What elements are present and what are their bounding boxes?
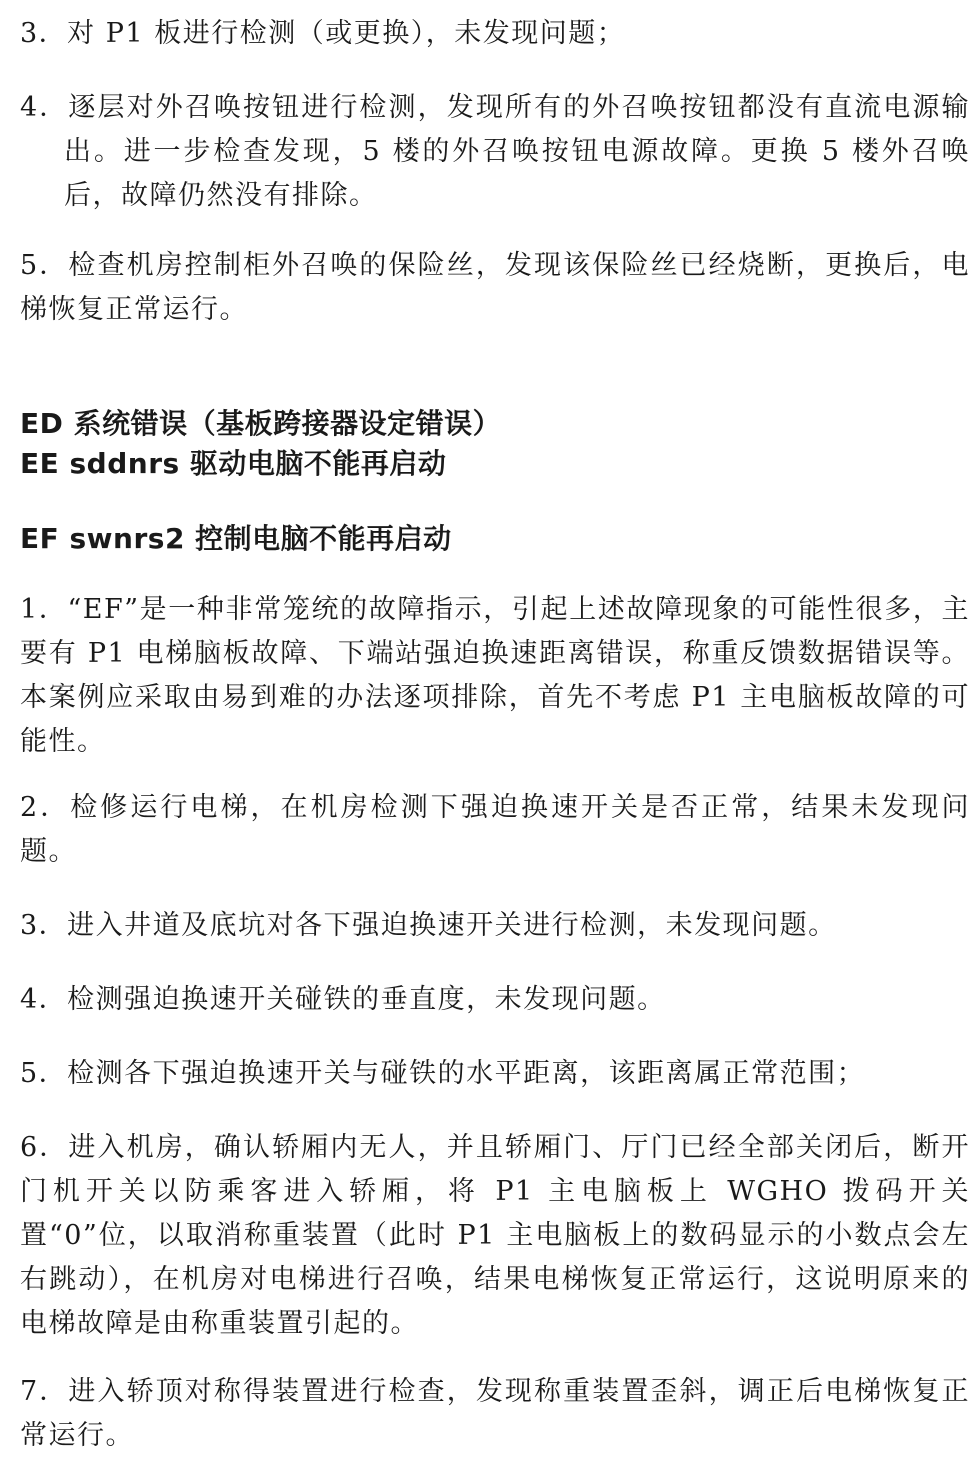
- list-item-ef-step-7: 7．进入轿顶对称得装置进行检查，发现称重装置歪斜，调正后电梯恢复正常运行。: [20, 1376, 970, 1451]
- list-item-ef-step-5: 5．检测各下强迫换速开关与碰铁的水平距离，该距离属正常范围；: [20, 1058, 866, 1089]
- heading-ee-drive-computer: EE sddnrs 驱动电脑不能再启动: [20, 447, 447, 480]
- heading-ed-system-error: ED 系统错误（基板跨接器设定错误）: [20, 407, 502, 440]
- list-item-ef-step-4: 4．检测强迫换速开关碰铁的垂直度，未发现问题。: [20, 984, 666, 1015]
- list-item-ef-step-1: 1．“EF”是一种非常笼统的故障指示，引起上述故障现象的可能性很多，主要有 P1 电梯脑板故障、下端站强迫换速距离错误，称重反馈数据错误等。本案例应采取由易到难的办法逐项排除，首先不考虑 P1 主电脑板故障的可能性。: [20, 594, 970, 757]
- list-item-ef-step-3: 3．进入井道及底坑对各下强迫换速开关进行检测，未发现问题。: [20, 910, 837, 941]
- list-item-ef-step-2: 2．检修运行电梯，在机房检测下强迫换速开关是否正常，结果未发现问题。: [20, 792, 970, 867]
- heading-ef-control-computer: EF swnrs2 控制电脑不能再启动: [20, 522, 452, 555]
- list-item-step-5-top: 5．检查机房控制柜外召唤的保险丝，发现该保险丝已经烧断，更换后，电梯恢复正常运行。: [20, 250, 970, 325]
- list-item-step-4-top: 4．逐层对外召唤按钮进行检测，发现所有的外召唤按钮都没有直流电源输出。进一步检查发现，5 楼的外召唤按钮电源故障。更换 5 楼外召唤后，故障仍然没有排除。: [20, 92, 970, 211]
- list-item-ef-step-6: 6．进入机房，确认轿厢内无人，并且轿厢门、厅门已经全部关闭后，断开门机开关以防乘客进入轿厢，将 P1 主电脑板上 WGHO 拨码开关置“0”位，以取消称重装置（此时 P1 主电脑板上的数码显示的小数点会左右跳动），在机房对电梯进行召唤，结果电梯恢复正常运行，这说明原来的电梯故障是由称重装置引起的。: [20, 1132, 970, 1339]
- list-item-step-3-top: 3．对 P1 板进行检测（或更换），未发现问题；: [20, 18, 626, 49]
